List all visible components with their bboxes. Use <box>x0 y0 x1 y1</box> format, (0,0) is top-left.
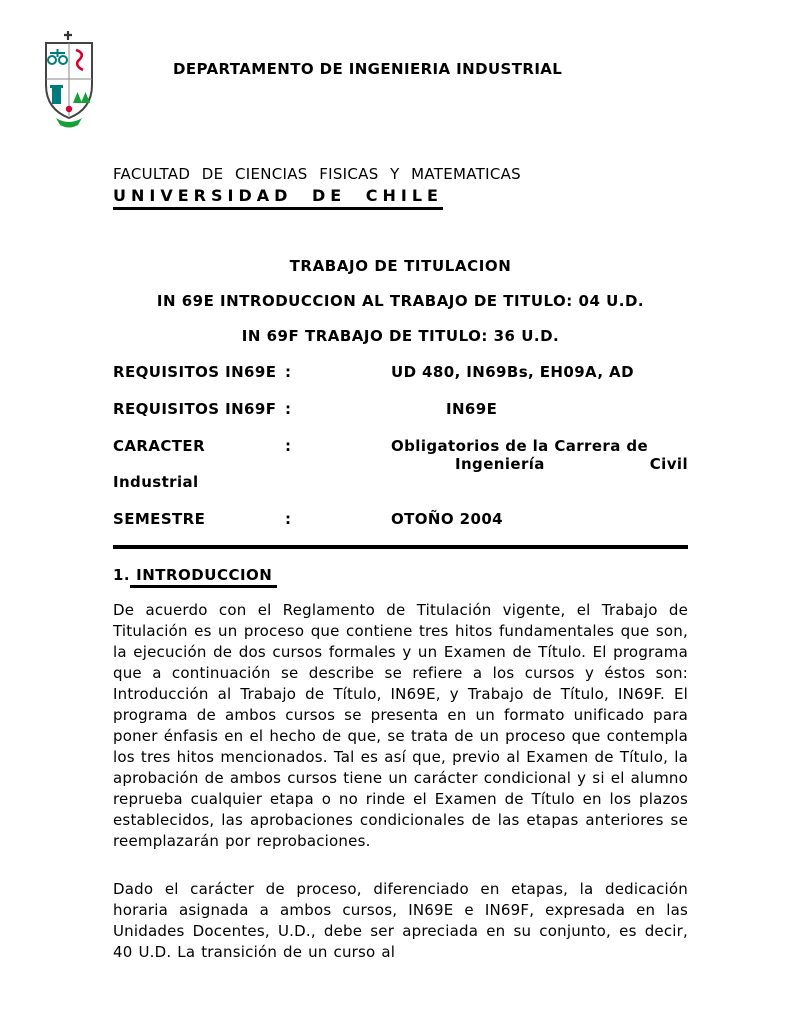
faculty-line: FACULTAD DE CIENCIAS FISICAS Y MATEMATICAS <box>113 165 521 183</box>
section-title: INTRODUCCION <box>130 566 277 588</box>
section-heading-introduccion <box>113 566 688 585</box>
detail-colon: : <box>285 437 292 455</box>
course-title-in69e: IN 69E INTRODUCCION AL TRABAJO DE TITULO: 04 U.D. <box>156 292 645 310</box>
detail-label: REQUISITOS IN69F <box>113 400 277 418</box>
detail-value-continuation: Industrial <box>113 473 199 491</box>
horizontal-rule <box>113 545 688 549</box>
paragraph-2: Dado el carácter de proceso, diferenciado en etapas, la dedicación horaria asignada a ambos cursos, IN69E e IN69F, expresada en las Unidades Docentes, U.D., debe ser apreciada en su conjunto, es decir, 40 U.D. La transición de un curso al <box>113 880 688 961</box>
detail-row-requisitos-in69e <box>113 363 688 381</box>
detail-row-requisitos-in69f <box>113 400 688 418</box>
detail-row-caracter <box>113 437 688 455</box>
university-crest-icon <box>38 30 100 138</box>
detail-label: CARACTER <box>113 437 206 455</box>
detail-label: REQUISITOS IN69E <box>113 363 277 381</box>
department-heading: DEPARTAMENTO DE INGENIERIA INDUSTRIAL <box>173 60 563 78</box>
detail-colon: : <box>285 363 292 381</box>
detail-value-continuation: Ingeniería Civil <box>455 455 688 473</box>
detail-value: IN69E <box>446 400 498 418</box>
detail-colon: : <box>285 510 292 528</box>
detail-value: UD 480, IN69Bs, EH09A, AD <box>391 363 634 381</box>
detail-value: OTOÑO 2004 <box>391 510 504 528</box>
section-number: 1. <box>113 566 131 584</box>
detail-label: SEMESTRE <box>113 510 206 528</box>
document-title: TRABAJO DE TITULACION <box>289 257 512 275</box>
course-title-in69f: IN 69F TRABAJO DE TITULO: 36 U.D. <box>241 327 560 345</box>
university-line: UNIVERSIDAD DE CHILE <box>113 186 443 210</box>
paragraph-1: De acuerdo con el Reglamento de Titulación vigente, el Trabajo de Titulación es un proceso que contiene tres hitos fundamentales que son, la ejecución de dos cursos formales y un Examen de Título. El programa que a continuación se describe se refiere a los cursos y éstos son: Introducción al Trabajo de Título, IN69E, y Trabajo de Título, IN69F. El programa de ambos cursos se presenta en un formato unificado para poner énfasis en el hecho de que, se trata de un proceso que contempla los tres hitos mencionados. Tal es así que, previo al Examen de Título, la aprobación de ambos cursos tiene un carácter condicional y si el alumno reprueba cualquier etapa o no rinde el Examen de Título en los plazos establecidos, las aprobaciones condicionales de las etapas anteriores se reemplazarán por reprobaciones. <box>113 601 688 850</box>
detail-colon: : <box>285 400 292 418</box>
detail-row-semestre <box>113 510 688 528</box>
detail-value: Obligatorios de la Carrera de <box>391 437 649 455</box>
